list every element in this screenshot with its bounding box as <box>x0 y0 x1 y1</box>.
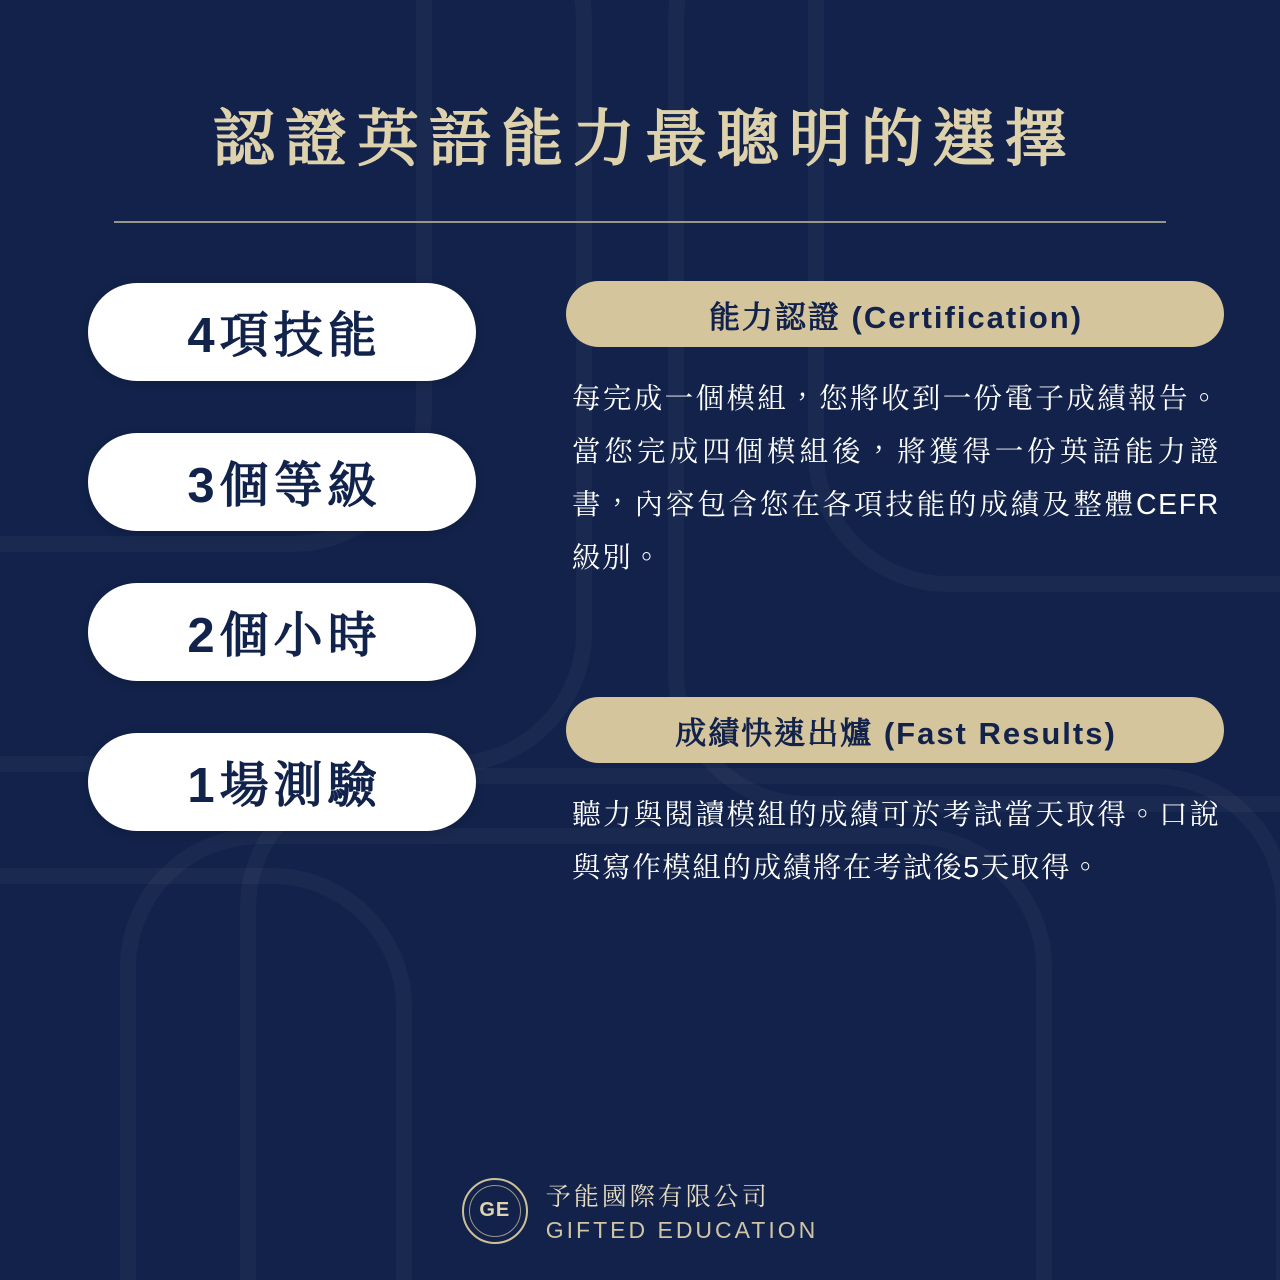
section-body-certification: 每完成一個模組，您將收到一份電子成績報告。當您完成四個模組後，將獲得一份英語能力證書，內容包含您在各項技能的成績及整體CEFR級別。 <box>572 383 1220 575</box>
feature-pill-duration: 2個小時 <box>88 583 476 681</box>
feature-pill-sessions: 1場測驗 <box>88 733 476 831</box>
section-heading-certification: 能力認證 (Certification) <box>566 281 1224 347</box>
description-column <box>566 275 1224 895</box>
gifted-education-logo-icon <box>462 1178 528 1244</box>
company-name-english: GIFTED EDUCATION <box>545 1217 819 1243</box>
company-name-block <box>546 1177 818 1244</box>
section-body-fast-results: 聽力與閱讀模組的成績可於考試當天取得。口說與寫作模組的成績將在考試後5天取得。 <box>572 799 1220 885</box>
feature-pill-skills: 4項技能 <box>88 283 476 381</box>
logo-initials: GE <box>479 1199 511 1221</box>
feature-pill-list <box>56 275 508 895</box>
company-name-chinese: 予能國際有限公司 <box>545 1183 770 1211</box>
section-spacer <box>566 585 1224 681</box>
page-title: 認證英語能力最聰明的選擇 <box>212 105 1077 174</box>
feature-pill-levels: 3個等級 <box>88 433 476 531</box>
content-columns <box>0 223 1280 895</box>
footer-branding <box>0 1177 1280 1244</box>
section-heading-fast-results: 成績快速出爐 (Fast Results) <box>566 697 1224 763</box>
